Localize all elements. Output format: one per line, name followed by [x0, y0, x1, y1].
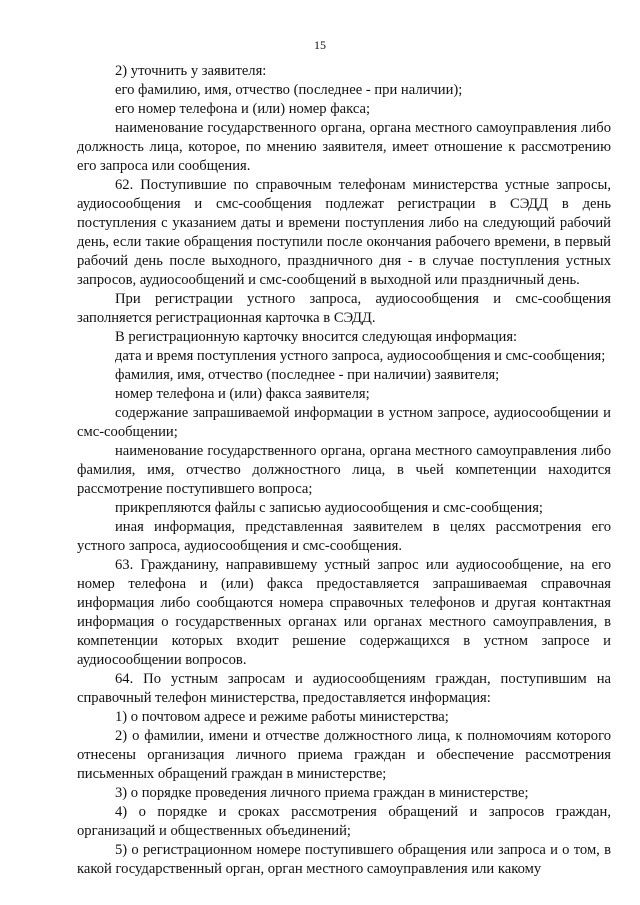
paragraph: его фамилию, имя, отчество (последнее - при наличии);: [115, 82, 463, 98]
paragraph: В регистрационную карточку вносится следующая информация:: [115, 329, 518, 345]
page-number: 15: [314, 38, 326, 52]
paragraph: 5) о регистрационном номере поступившего обращения или запроса и о том, в какой государственный орган, орган местного самоуправления или какому: [77, 842, 611, 877]
paragraph: наименование государственного органа, органа местного самоуправления либо фамилия, имя, отчество должностного лица, в чьей компетенции находится рассмотрение поступившего вопроса;: [77, 443, 611, 497]
paragraph: 3) о порядке проведения личного приема граждан в министерстве;: [115, 785, 529, 801]
paragraph: его номер телефона и (или) номер факса;: [115, 101, 371, 117]
paragraph: 2) уточнить у заявителя:: [115, 63, 267, 79]
paragraph: 1) о почтовом адресе и режиме работы министерства;: [115, 709, 449, 725]
paragraph: 2) о фамилии, имени и отчестве должностного лица, к полномочиям которого отнесены организация личного приема граждан и обеспечение рассмотрения письменных обращений граждан в министерстве;: [77, 728, 611, 782]
paragraph: содержание запрашиваемой информации в устном запросе, аудиосообщении и смс-сообщении;: [77, 405, 611, 440]
document-body: [77, 62, 611, 879]
paragraph: 4) о порядке и сроках рассмотрения обращений и запросов граждан, организаций и общественных объединений;: [77, 804, 611, 839]
paragraph: 62. Поступившие по справочным телефонам министерства устные запросы, аудиосообщения и смс-сообщения подлежат регистрации в СЭДД в день поступления с указанием даты и времени поступления либо на следующий рабочий день, если такие обращения поступили после окончания рабочего времени, в первый рабочий день после выходного, праздничного дня - в случае поступления устных запросов, аудиосообщений и смс-сообщений в выходной или праздничный день.: [77, 177, 611, 288]
paragraph: 63. Гражданину, направившему устный запрос или аудиосообщение, на его номер телефона и (или) факса предоставляется запрашиваемая справочная информация либо сообщаются номера справочных телефонов и другая контактная информация о государственных органах или органах местного самоуправления, в компетенции которых входит решение содержащихся в устном запросе и аудиосообщении вопросов.: [77, 557, 611, 668]
paragraph: 64. По устным запросам и аудиосообщениям граждан, поступившим на справочный телефон министерства, предоставляется информация:: [77, 671, 611, 706]
paragraph: номер телефона и (или) факса заявителя;: [115, 386, 370, 402]
paragraph: дата и время поступления устного запроса, аудиосообщения и смс-сообщения;: [115, 348, 606, 364]
paragraph: наименование государственного органа, органа местного самоуправления либо должность лица, которое, по мнению заявителя, имеет отношение к рассмотрению его запроса или сообщения.: [77, 120, 611, 174]
paragraph: При регистрации устного запроса, аудиосообщения и смс-сообщения заполняется регистрационная карточка в СЭДД.: [77, 291, 611, 326]
paragraph: иная информация, представленная заявителем в целях рассмотрения его устного запроса, аудиосообщения и смс-сообщения.: [77, 519, 611, 554]
paragraph: прикрепляются файлы с записью аудиосообщения и смс-сообщения;: [115, 500, 543, 516]
paragraph: фамилия, имя, отчество (последнее - при наличии) заявителя;: [115, 367, 500, 383]
